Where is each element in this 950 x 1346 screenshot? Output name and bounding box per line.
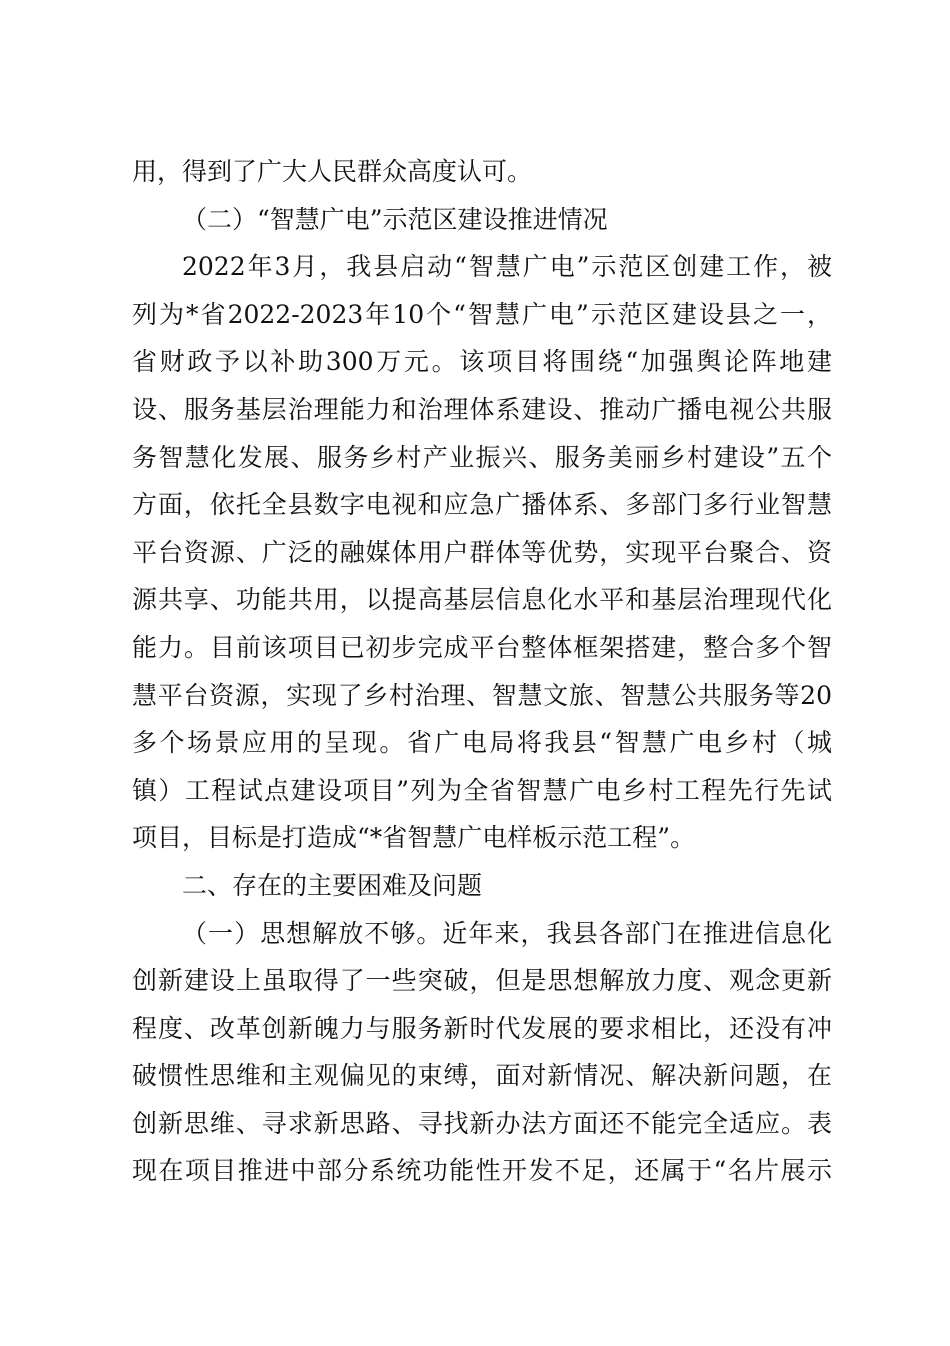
text-line: 现在项目推进中部分系统功能性开发不足，还属于“名片展示 <box>132 1156 832 1186</box>
text-line: 二、存在的主要困难及问题 <box>182 870 483 900</box>
text-line: 破惯性思维和主观偏见的束缚，面对新情况、解决新问题，在 <box>132 1061 832 1091</box>
text-line: 创新思维、寻求新思路、寻找新办法方面还不能完全适应。表 <box>132 1108 832 1138</box>
text-line: 务智慧化发展、服务乡村产业振兴、服务美丽乡村建设”五个 <box>132 442 832 472</box>
text-line: 源共享、功能共用，以提高基层信息化水平和基层治理现代化 <box>132 585 832 615</box>
body-text <box>132 148 832 1195</box>
text-line: 设、服务基层治理能力和治理体系建设、推动广播电视公共服 <box>132 394 832 424</box>
text-line: 能力。目前该项目已初步完成平台整体框架搭建，整合多个智 <box>132 632 832 662</box>
text-line: 平台资源、广泛的融媒体用户群体等优势，实现平台聚合、资 <box>132 537 832 567</box>
text-line: 慧平台资源，实现了乡村治理、智慧文旅、智慧公共服务等20 <box>132 680 832 710</box>
text-line: 项目，目标是打造成“*省智慧广电样板示范工程”。 <box>132 823 696 853</box>
text-line: （一）思想解放不够。近年来，我县各部门在推进信息化 <box>182 918 832 948</box>
text-line: 列为*省2022-2023年10个“智慧广电”示范区建设县之一， <box>132 299 832 329</box>
text-line: 创新建设上虽取得了一些突破，但是思想解放力度、观念更新 <box>132 966 832 996</box>
text-line: 省财政予以补助300万元。该项目将围绕“加强舆论阵地建 <box>132 347 832 377</box>
text-line: 程度、改革创新魄力与服务新时代发展的要求相比，还没有冲 <box>132 1013 832 1043</box>
text-line: 2022年3月，我县启动“智慧广电”示范区创建工作，被 <box>182 252 832 282</box>
text-line: 用，得到了广大人民群众高度认可。 <box>132 157 533 186</box>
text-line: （二）“智慧广电”示范区建设推进情况 <box>182 204 608 234</box>
text-line: 多个场景应用的呈现。省广电局将我县“智慧广电乡村（城 <box>132 728 832 758</box>
text-line: 镇）工程试点建设项目”列为全省智慧广电乡村工程先行先试 <box>132 775 832 805</box>
text-line: 方面，依托全县数字电视和应急广播体系、多部门多行业智慧 <box>132 490 832 520</box>
